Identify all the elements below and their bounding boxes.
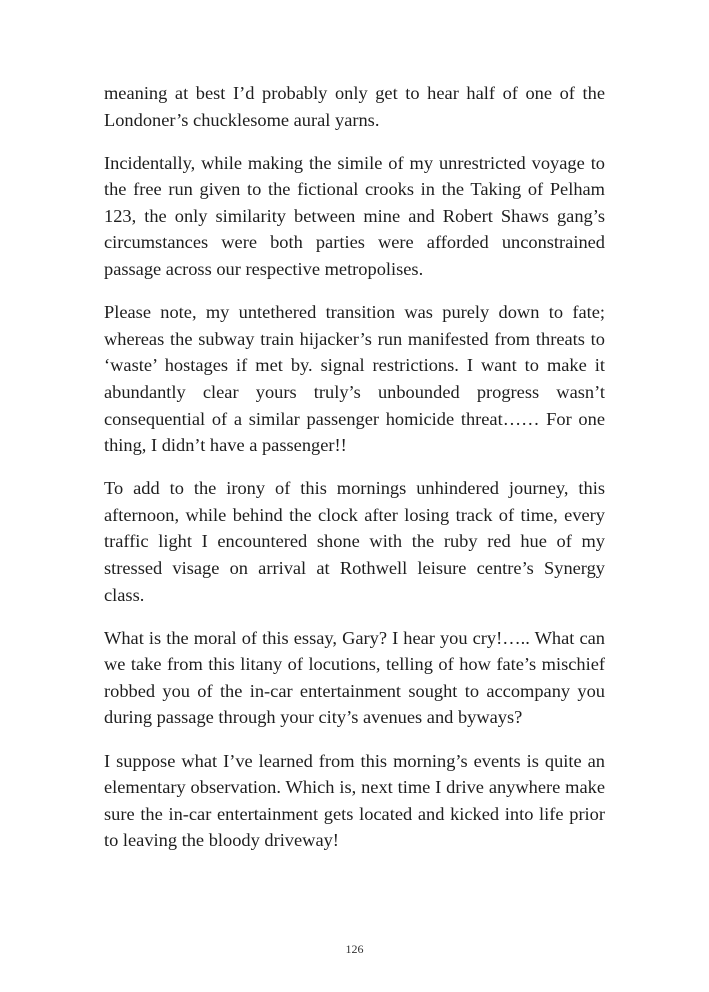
page-number: 126 — [345, 942, 364, 956]
paragraph: Please note, my untethered transition was purely down to fate; whereas the subway train hijacker’s run manifested from threats to ‘waste’ hostages if met by. signal restrictions. I want to make it abundantly clear yours truly’s unbounded progress wasn’t consequential of a similar passenger homicide threat…… For one thing, I didn’t have a passenger!! — [104, 302, 605, 456]
paragraph: What is the moral of this essay, Gary? I hear you cry!….. What can we take from this litany of locutions, telling of how fate’s mischief robbed you of the in-car entertainment sought to accompany you during passage through your city’s avenues and byways? — [104, 627, 605, 728]
paragraph: I suppose what I’ve learned from this morning’s events is quite an elementary observation. Which is, next time I drive anywhere make sure the in-car entertainment gets located and kicked into life prior to leaving the bloody driveway! — [104, 750, 605, 851]
paragraph: To add to the irony of this mornings unhindered journey, this afternoon, while behind the clock after losing track of time, every traffic light I encountered shone with the ruby red hue of my stressed visage on arrival at Rothwell leisure centre’s Synergy class. — [104, 478, 605, 605]
paragraph: Incidentally, while making the simile of my unrestricted voyage to the free run given to the fictional crooks in the Taking of Pelham 123, the only similarity between mine and Robert Shaws gang’s circumstances were both parties were afforded unconstrained passage across our respective metropolises. — [104, 152, 605, 280]
paragraph: meaning at best I’d probably only get to hear half of one of the Londoner’s chucklesome aural yarns. — [104, 83, 605, 130]
body-text — [104, 80, 605, 854]
